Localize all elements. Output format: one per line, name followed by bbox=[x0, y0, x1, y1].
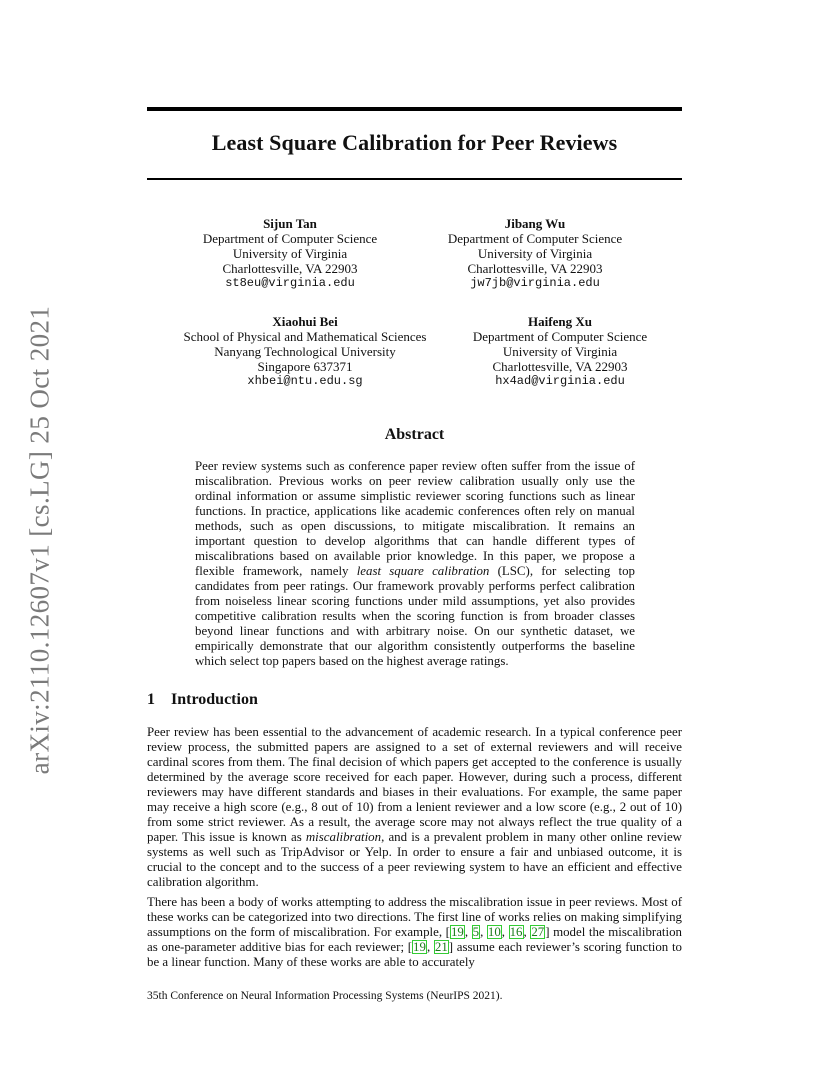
author-location: Singapore 637371 bbox=[257, 359, 353, 374]
author-name: Xiaohui Bei bbox=[272, 314, 338, 329]
intro-paragraph: There has been a body of works attempting to address the miscalibration issue in peer reviews. Most of these works can be categorized into two directions. The first line of works relies on making simplifying assumptions on the form of miscalibration. For example, [19, 5, 10, 16, 27] model the miscalibration as one-parameter additive bias for each reviewer; [19, 21] assume each reviewer’s scoring function to be a linear function. Many of these works are able to accurately bbox=[147, 895, 682, 969]
author-location: Charlottesville, VA 22903 bbox=[492, 359, 628, 374]
abstract-body bbox=[195, 459, 635, 669]
title-top-rule bbox=[147, 107, 682, 111]
author-block bbox=[430, 216, 640, 291]
author-email[interactable]: st8eu@virginia.edu bbox=[225, 276, 355, 290]
citation-link[interactable]: 19 bbox=[413, 940, 426, 954]
author-department: Department of Computer Science bbox=[472, 329, 648, 344]
section-number: 1 bbox=[147, 691, 155, 708]
author-block bbox=[165, 314, 445, 389]
citation-link[interactable]: 5 bbox=[472, 925, 480, 939]
author-email[interactable]: hx4ad@virginia.edu bbox=[495, 374, 625, 388]
abstract-emphasis: least square calibration bbox=[356, 564, 490, 578]
paragraph-text: model the miscalibration as one-parameter additive bias for each reviewer; bbox=[147, 925, 682, 954]
author-department: Department of Computer Science bbox=[447, 231, 623, 246]
author-name: Sijun Tan bbox=[263, 216, 317, 231]
citation-link[interactable]: 10 bbox=[487, 925, 501, 939]
section-title: Introduction bbox=[171, 691, 258, 708]
paragraph-text: , and is a prevalent problem in many other online review systems as well such as TripAdvisor or Yelp. In order to ensure a fair and unbiased outcome, it is crucial to the concept and to the success of a peer reviewing system to have an efficient and effective calibration algorithm. bbox=[147, 830, 682, 889]
author-block bbox=[170, 216, 410, 291]
author-name: Haifeng Xu bbox=[528, 314, 592, 329]
author-location: Charlottesville, VA 22903 bbox=[467, 261, 603, 276]
intro-paragraph bbox=[147, 725, 682, 890]
arxiv-sidebar bbox=[20, 300, 60, 780]
abstract-text: (LSC), for selecting top candidates from peer ratings. Our framework provably performs perfect calibration from noiseless linear scoring functions under mild assumptions, yet also provides competitive calibration results when the scoring function is from broader classes beyond linear functions and with arbitrary noise. On our synthetic dataset, we empirically demonstrate that our algorithm consistently outperforms the baseline which select top papers based on the highest average ratings. bbox=[195, 564, 635, 668]
author-institution: University of Virginia bbox=[477, 246, 593, 261]
conference-footnote: 35th Conference on Neural Information Processing Systems (NeurIPS 2021). bbox=[147, 990, 503, 1002]
author-department: Department of Computer Science bbox=[202, 231, 378, 246]
paragraph-emphasis: miscalibration bbox=[305, 830, 382, 844]
author-block bbox=[455, 314, 665, 389]
author-institution: Nanyang Technological University bbox=[214, 344, 396, 359]
abstract-heading: Abstract bbox=[384, 426, 445, 443]
citation-link[interactable]: 19 bbox=[450, 925, 464, 939]
title-bottom-rule bbox=[147, 178, 682, 180]
section-heading bbox=[147, 691, 258, 709]
paragraph-text: assume each reviewer’s scoring function to be a linear function. Many of these works are able to accurately bbox=[147, 940, 682, 969]
author-location: Charlottesville, VA 22903 bbox=[222, 261, 358, 276]
citation-link[interactable]: 16 bbox=[509, 925, 523, 939]
arxiv-identifier: arXiv:2110.12607v1 [cs.LG] 25 Oct 2021 bbox=[24, 305, 55, 775]
citation-link[interactable]: 27 bbox=[531, 925, 545, 939]
paper-title: Least Square Calibration for Peer Reviews bbox=[211, 130, 618, 155]
author-institution: University of Virginia bbox=[502, 344, 618, 359]
author-name: Jibang Wu bbox=[504, 216, 566, 231]
author-email[interactable]: jw7jb@virginia.edu bbox=[470, 276, 600, 290]
paragraph-text: Peer review has been essential to the advancement of academic research. In a typical conference peer review process, the submitted papers are assigned to a set of external reviewers and will receive cardinal scores from them. The final decision of which papers get accepted to the conference is usually determined by the average score received for each paper. However, during such a process, different reviewers may have different standards and biases in their evaluations. For example, the same paper may receive a high score (e.g., 8 out of 10) from a lenient reviewer and a low score (e.g., 2 out of 10) from some strict reviewer. As a result, the average score may not always reflect the true quality of a paper. This issue is known as bbox=[147, 725, 682, 844]
author-department: School of Physical and Mathematical Sciences bbox=[183, 329, 427, 344]
abstract-text: Peer review systems such as conference paper review often suffer from the issue of miscalibration. Previous works on peer review calibration usually only use the ordinal information or assume simplistic reviewer scoring functions such as linear functions. In practice, applications like academic conferences often rely on manual methods, such as open discussions, to mitigate miscalibration. It remains an important question to develop algorithms that can handle different types of miscalibrations based on available prior knowledge. In this paper, we propose a flexible framework, namely bbox=[195, 459, 635, 578]
author-email[interactable]: xhbei@ntu.edu.sg bbox=[247, 374, 363, 388]
author-institution: University of Virginia bbox=[232, 246, 348, 261]
citation-link[interactable]: 21 bbox=[434, 940, 448, 954]
paragraph-text: There has been a body of works attempting to address the miscalibration issue in peer reviews. Most of these works can be categorized into two directions. The first line of works relies on making simplifying assumptions on the form of miscalibration. For example, bbox=[147, 895, 682, 939]
